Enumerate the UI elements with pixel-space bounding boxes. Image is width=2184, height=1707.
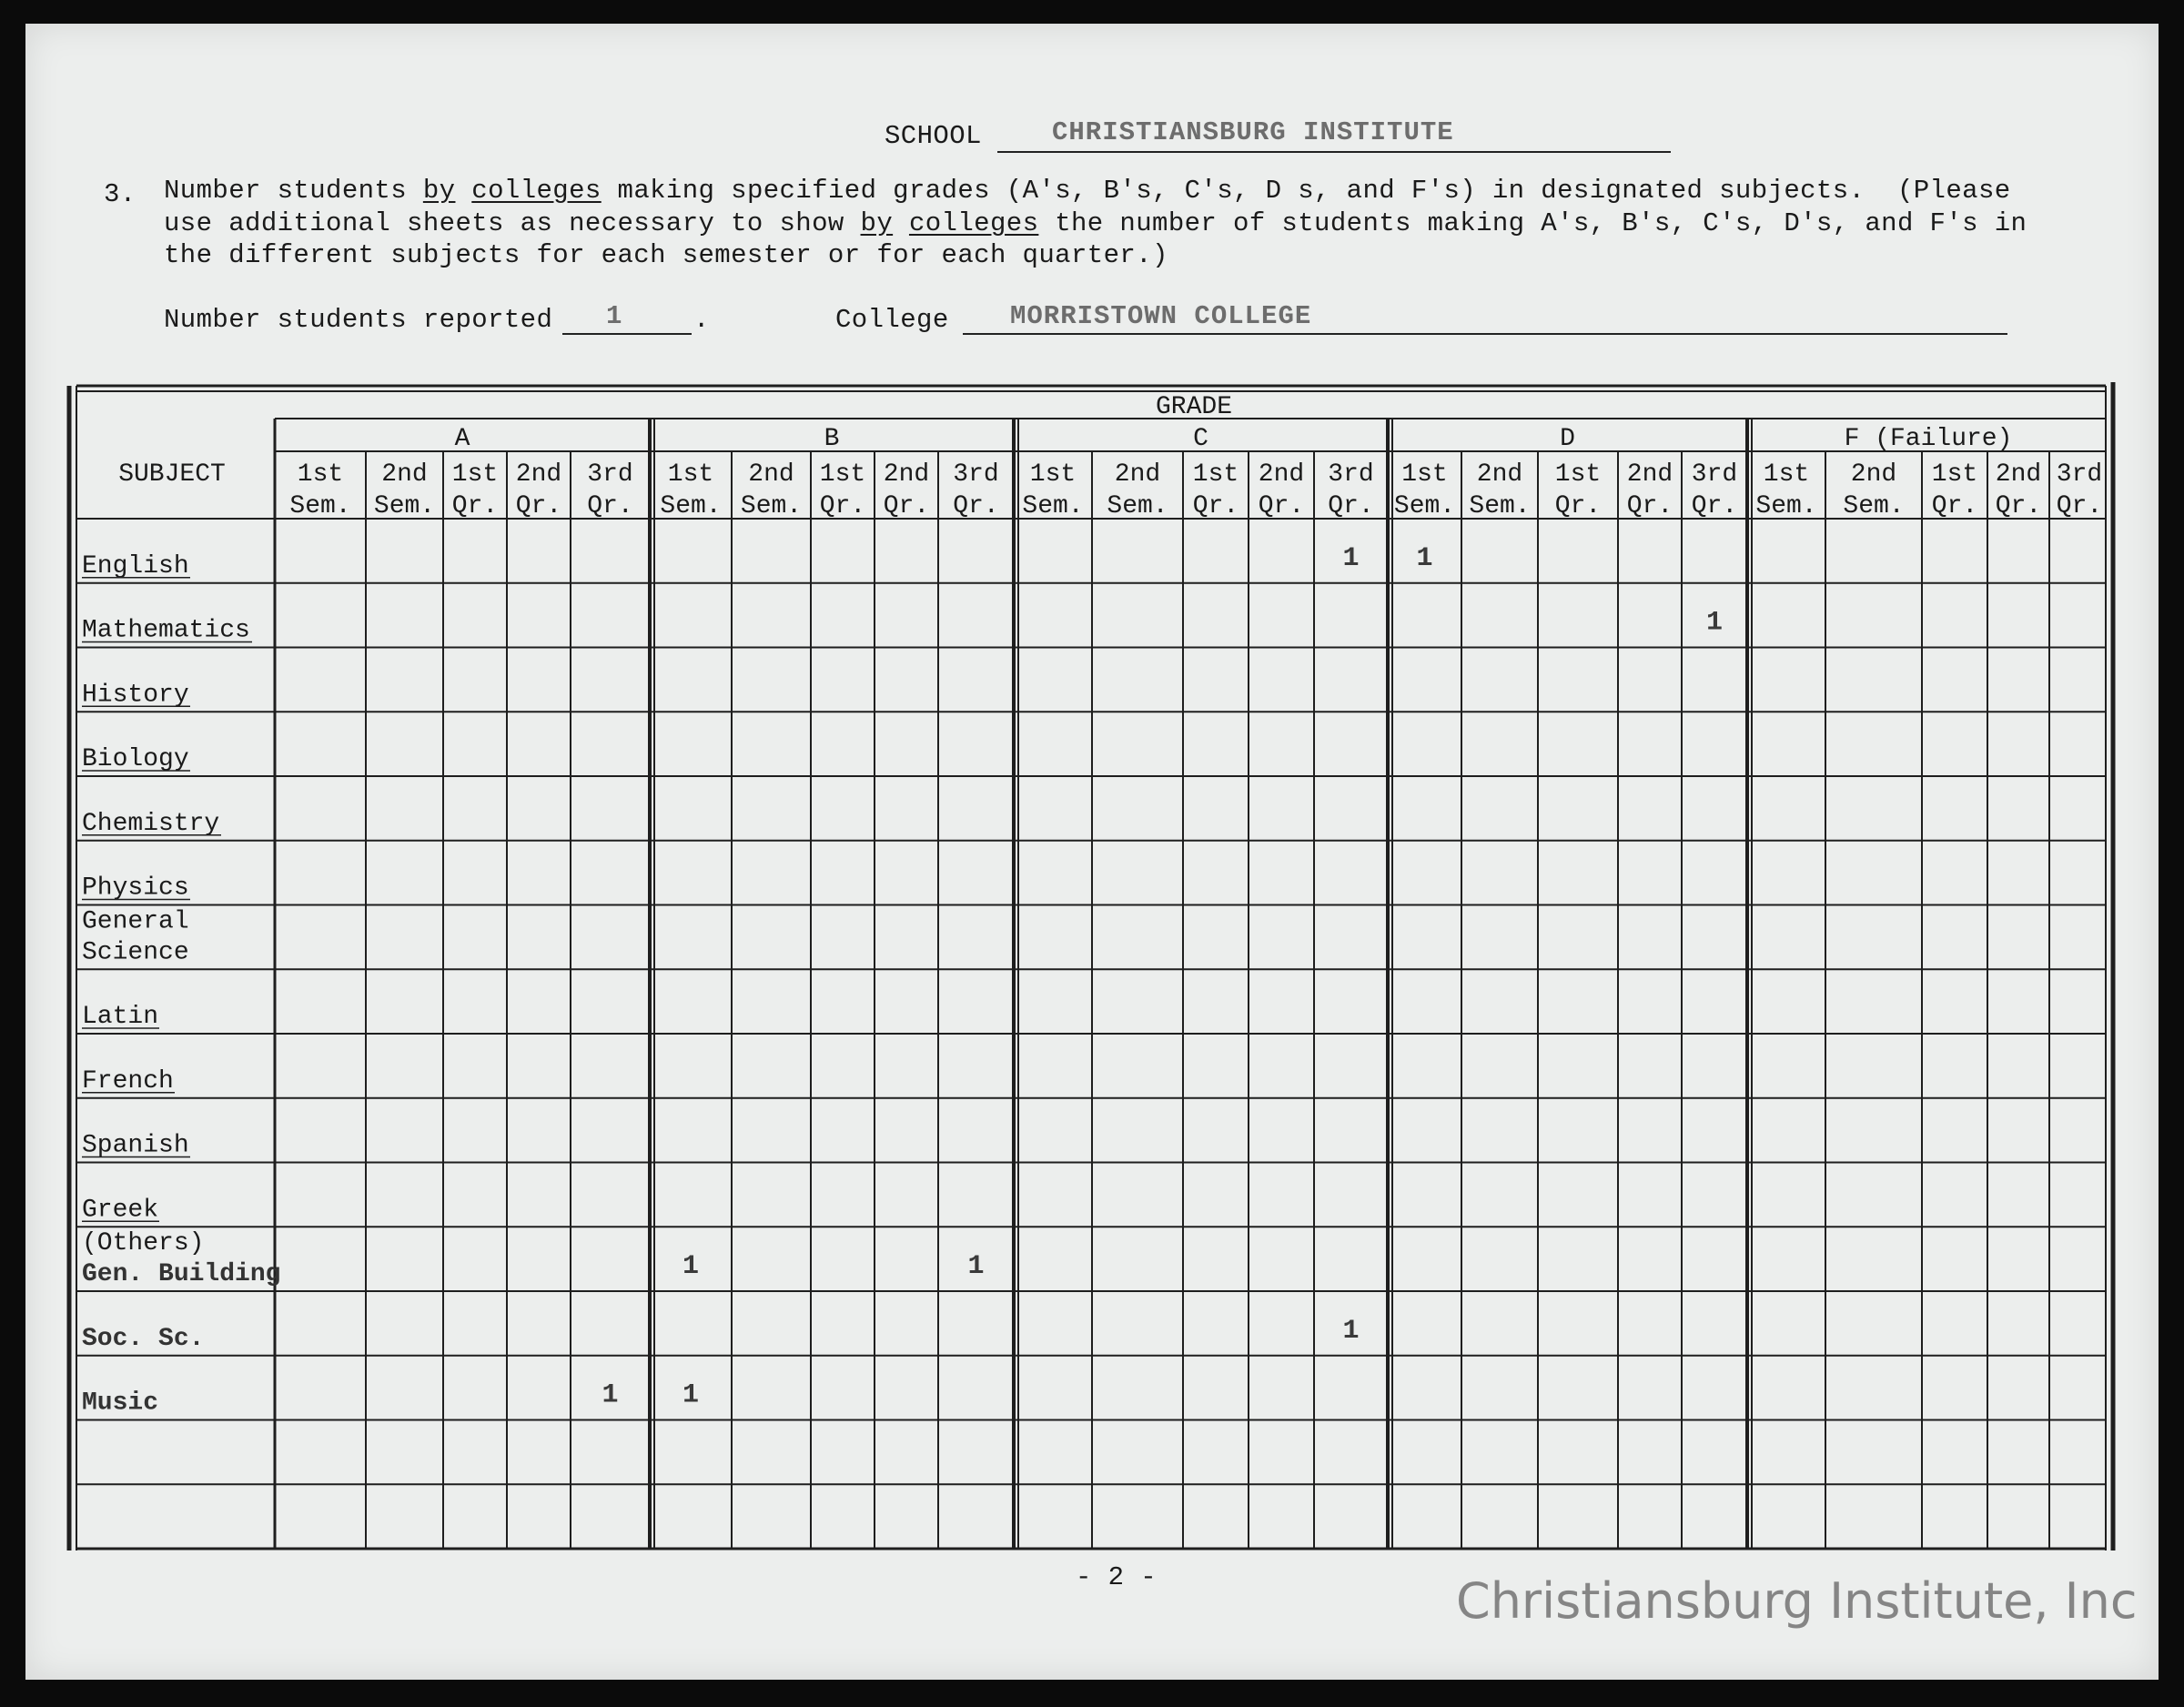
watermark: Christiansburg Institute, Inc: [1456, 1572, 2138, 1630]
grade-count-mark: 1: [1416, 542, 1433, 574]
period-header-bottom: Sem.: [1393, 492, 1456, 520]
period-header-bottom: Qr.: [1931, 492, 1978, 520]
period-header-top: 1st: [1401, 460, 1448, 489]
period-header-bottom: Sem.: [740, 492, 803, 520]
subject-label: General: [82, 907, 189, 936]
school-value: CHRISTIANSBURG INSTITUTE: [1052, 117, 1454, 147]
period-header-top: 1st: [819, 460, 866, 489]
period-header-bottom: Sem.: [289, 492, 351, 520]
grade-count-mark: 1: [1342, 1315, 1360, 1347]
period-header-top: 3rd: [953, 460, 999, 489]
instruction-underlined: by: [860, 208, 894, 238]
grade-count-mark: 1: [682, 1379, 700, 1411]
period-header-bottom: Qr.: [883, 492, 930, 520]
subject-label: (Others): [82, 1229, 205, 1258]
period-header-top: 1st: [1029, 460, 1077, 489]
period-header-top: 1st: [1931, 460, 1978, 489]
period-header-bottom: Sem.: [660, 492, 722, 520]
period-header-top: 2nd: [1995, 460, 2042, 489]
period-header-bottom: Qr.: [451, 492, 499, 520]
page-number: - 2 -: [1076, 1562, 1158, 1592]
grade-count-mark: 1: [1342, 542, 1360, 574]
grade-count-mark: 1: [1705, 607, 1724, 639]
subject-label: Soc. Sc.: [82, 1324, 205, 1353]
period-header-top: 1st: [1554, 460, 1602, 489]
subject-label: History: [82, 681, 189, 710]
subject-label: Science: [82, 938, 189, 967]
period-header-bottom: Qr.: [1626, 492, 1673, 520]
grade-letter-0: A: [454, 425, 470, 453]
period-header-top: 2nd: [1626, 460, 1673, 489]
subject-label: Greek: [82, 1196, 159, 1225]
period-header-top: 3rd: [1328, 460, 1374, 489]
period-header-top: 2nd: [381, 460, 428, 489]
period-header-top: 2nd: [883, 460, 930, 489]
period-header-top: 3rd: [1691, 460, 1738, 489]
subject-label: Music: [82, 1389, 159, 1418]
period-header-top: 2nd: [1476, 460, 1523, 489]
college-label: College: [835, 305, 949, 335]
period-header-bottom: Qr.: [587, 492, 633, 520]
instruction-line-3: the different subjects for each semester or for each quarter.): [164, 240, 1168, 270]
subject-label: Gen. Building: [82, 1260, 281, 1288]
period-header-bottom: Qr.: [1691, 492, 1738, 520]
period-header-top: 1st: [1763, 460, 1810, 489]
period-header-bottom: Sem.: [1755, 492, 1817, 520]
period-header-top: 3rd: [587, 460, 633, 489]
instruction-underlined: by: [422, 176, 456, 206]
period-header-bottom: Qr.: [1192, 492, 1239, 520]
period-header-bottom: Qr.: [1328, 492, 1374, 520]
period-header-top: 1st: [297, 460, 344, 489]
instruction-text: use additional sheets as necessary to show: [164, 208, 861, 238]
subject-label: Mathematics: [82, 616, 250, 645]
grade-letter-1: B: [824, 425, 840, 453]
college-value: MORRISTOWN COLLEGE: [1010, 301, 1312, 331]
period-header-top: 2nd: [748, 460, 794, 489]
students-reported-label: Number students reported: [164, 305, 553, 335]
students-reported-value: 1: [606, 301, 623, 331]
period-header-top: 2nd: [1850, 460, 1897, 489]
period-header-bottom: Sem.: [1469, 492, 1531, 520]
period-header-top: 1st: [1192, 460, 1239, 489]
period-header-bottom: Qr.: [819, 492, 866, 520]
grade-letter-2: C: [1193, 425, 1208, 453]
period-header-bottom: Sem.: [373, 492, 436, 520]
school-label: SCHOOL: [885, 121, 982, 151]
grade-letter-3: D: [1560, 425, 1575, 453]
subject-label: French: [82, 1066, 174, 1096]
grade-count-mark: 1: [967, 1251, 985, 1283]
period-header-bottom: Qr.: [1554, 492, 1602, 520]
period-header-bottom: Qr.: [1258, 492, 1305, 520]
subject-label: Latin: [82, 1003, 159, 1031]
subject-label: English: [82, 551, 189, 581]
period-header-top: 2nd: [515, 460, 562, 489]
period-header-bottom: Qr.: [2056, 492, 2103, 520]
grade-letter-4: F (Failure): [1844, 425, 2013, 453]
subject-label: Biology: [82, 745, 189, 773]
period-header-top: 2nd: [1114, 460, 1161, 489]
period-header-bottom: Qr.: [1995, 492, 2042, 520]
subject-label: Chemistry: [82, 809, 220, 838]
subject-label: Spanish: [82, 1131, 189, 1160]
grade-count-mark: 1: [602, 1379, 619, 1411]
subject-label: Physics: [82, 874, 189, 903]
period-header-bottom: Sem.: [1843, 492, 1905, 520]
grade-header: GRADE: [1155, 393, 1233, 421]
period-header-top: 2nd: [1258, 460, 1305, 489]
period-header-bottom: Sem.: [1022, 492, 1084, 520]
students-reported-period: .: [693, 305, 710, 335]
instruction-text: Number students: [164, 176, 423, 206]
period-header-top: 1st: [667, 460, 714, 489]
subject-header: SUBJECT: [118, 460, 226, 489]
instruction-text: the number of students making A's, B's, C's, D's, and F's in: [1038, 208, 2027, 238]
period-header-top: 1st: [451, 460, 499, 489]
period-header-bottom: Qr.: [515, 492, 562, 520]
period-header-top: 3rd: [2056, 460, 2103, 489]
instruction-underlined: colleges: [471, 176, 602, 206]
instruction-text: making specified grades (A's, B's, C's, D s, and F's) in designated subjects. (Please: [601, 176, 2011, 206]
grade-count-mark: 1: [682, 1251, 700, 1283]
period-header-bottom: Sem.: [1107, 492, 1168, 520]
instruction-number: 3.: [104, 179, 136, 209]
period-header-bottom: Qr.: [953, 492, 999, 520]
instruction-underlined: colleges: [908, 208, 1039, 238]
